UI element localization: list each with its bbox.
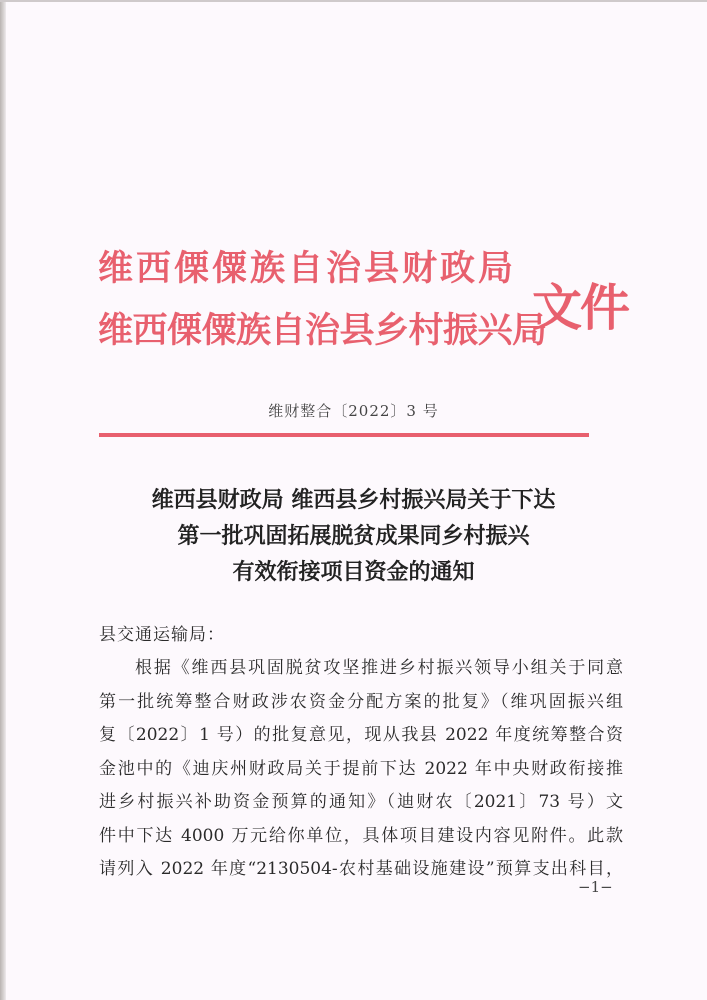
body-line: 第一批统筹整合财政涉农资金分配方案的批复》（维巩固振兴组: [99, 691, 623, 712]
body-paragraph: [99, 652, 623, 887]
body-line: 复〔2022〕1 号）的批复意见，现从我县 2022 年度统筹整合资: [99, 725, 623, 745]
title-line: 第一批巩固拓展脱贫成果同乡村振兴: [177, 523, 530, 549]
red-divider-rule: [99, 433, 589, 437]
page-number: −1−: [578, 878, 613, 896]
issuing-authority-rural-revitalization: 维西傈僳族自治县乡村振兴局: [98, 310, 547, 351]
title-line: 有效衔接项目资金的通知: [232, 559, 475, 585]
document-number: 维财整合〔2022〕3 号: [268, 402, 439, 420]
body-line: 进乡村振兴补助资金预算的通知》（迪财农〔2021〕73 号）文: [99, 792, 623, 812]
recipient-salutation: 县交通运输局：: [99, 625, 225, 645]
body-line: 请列入 2022 年度“2130504-农村基础设施建设”预算支出科目，: [99, 859, 623, 879]
document-title: [0, 482, 707, 590]
document-type-label: 文件: [532, 278, 628, 337]
body-line: 金池中的《迪庆州财政局关于提前下达 2022 年中央财政衔接推: [99, 758, 623, 779]
body-line: 根据《维西县巩固脱贫攻坚推进乡村振兴领导小组关于同意: [135, 658, 623, 678]
body-line: 件中下达 4000 万元给你单位，具体项目建设内容见附件。此款: [99, 825, 623, 846]
title-line: 维西县财政局 维西县乡村振兴局关于下达: [151, 487, 556, 513]
issuing-authorities: [98, 238, 547, 362]
issuing-authority-finance: 维西傈僳族自治县财政局: [98, 248, 517, 289]
